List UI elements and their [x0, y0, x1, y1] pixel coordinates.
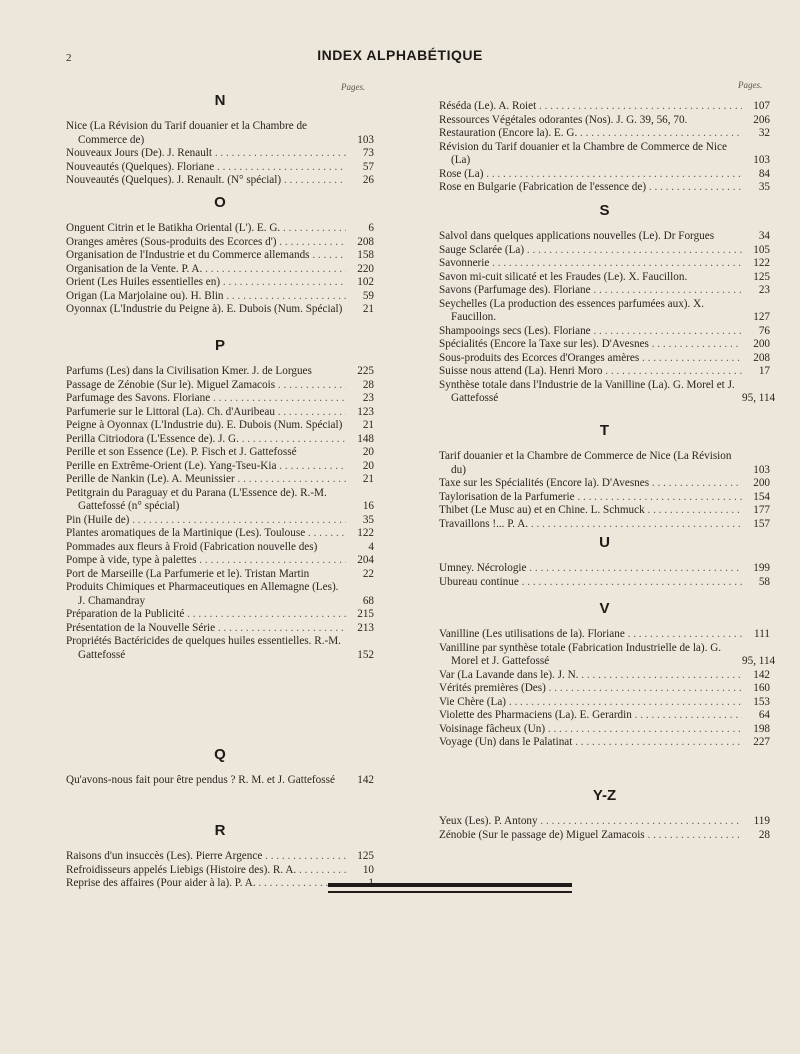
index-entry — [66, 222, 374, 236]
entry-title: Parfumerie sur le Littoral (La). Ch. d'Auribeau . . . — [66, 406, 346, 420]
section-y-z — [439, 787, 770, 842]
index-entry — [66, 290, 374, 304]
index-entry — [439, 325, 770, 339]
index-entry — [439, 271, 770, 285]
entry-page: 58 — [758, 575, 770, 588]
entry-page: 64 — [758, 709, 770, 721]
index-entry — [439, 562, 770, 576]
entry-title: Umney. Nécrologie . . . — [439, 562, 742, 576]
entry-title: Onguent Citrin et le Batikha Oriental (L'). E. G. . . . — [66, 222, 346, 236]
entry-title: Propriétés Bactéricides de quelques huiles essentielles. R.-M. Gattefossé — [66, 635, 341, 661]
entry-title: Origan (La Marjolaine ou). H. Blin . . . — [66, 290, 346, 304]
section-n — [66, 92, 374, 188]
entry-title: Révision du Tarif douanier et la Chambre de Commerce de Nice (La) — [439, 140, 727, 166]
entry-page: 20 — [362, 446, 374, 458]
section-p — [66, 337, 374, 662]
entry-title: Nouveautés (Quelques). Floriane . . . — [66, 161, 346, 175]
pages-label-left: Pages. — [341, 82, 366, 92]
index-entry — [66, 379, 374, 393]
entry-page: 84 — [758, 167, 770, 180]
section-t — [439, 422, 770, 531]
entry-page: 157 — [753, 517, 770, 530]
index-entry — [439, 641, 776, 669]
entry-page: 95, 114 — [742, 392, 776, 404]
index-entry — [439, 257, 770, 271]
entry-title: Restauration (Encore la). E. G. . . . — [439, 127, 742, 141]
entry-page: 220 — [357, 262, 374, 275]
index-entry — [439, 168, 770, 182]
index-entry — [439, 450, 770, 477]
index-entry — [66, 174, 374, 188]
entry-page: 22 — [362, 567, 374, 580]
section-o — [66, 194, 374, 317]
entry-title: Oyonnax (L'Industrie du Peigne à). E. Dubois (Num. Spécial) — [66, 303, 343, 315]
index-entry — [66, 487, 374, 514]
entry-page: 4 — [368, 540, 374, 553]
index-entry — [66, 541, 374, 555]
entry-title: Ubureau continue . . . — [439, 576, 742, 590]
entry-title: Vanilline par synthèse totale (Fabrication Industrielle de la). G. Morel et J. Gattefossé — [439, 641, 722, 667]
section-letter: Q — [214, 746, 226, 763]
entry-title: Savons (Parfumage des). Floriane . . . — [439, 284, 742, 298]
entry-page: 23 — [362, 392, 374, 404]
entry-title: Nice (La Révision du Tarif douanier et la Chambre de Commerce de) — [66, 120, 308, 146]
entry-page: 21 — [362, 303, 374, 315]
entry-title: Nouveaux Jours (De). J. Renault . . . — [66, 147, 346, 161]
entry-page: 73 — [362, 147, 374, 159]
index-entry — [439, 352, 770, 366]
entry-page: 206 — [753, 113, 770, 126]
index-entry — [66, 864, 374, 878]
entry-page: 111 — [754, 628, 770, 640]
index-entry — [66, 365, 374, 379]
section-letter: V — [599, 600, 610, 617]
index-entry — [439, 723, 770, 737]
entry-title: Savonnerie . . . — [439, 257, 742, 271]
index-entry — [66, 850, 374, 864]
entry-page: 208 — [357, 235, 374, 248]
entry-page: 32 — [758, 127, 770, 139]
index-entry — [439, 576, 770, 590]
index-entry — [439, 696, 770, 710]
entry-page: 10 — [362, 863, 374, 876]
page-number: 2 — [66, 52, 72, 64]
entry-title: Préparation de la Publicité . . . — [66, 608, 346, 622]
index-entry — [66, 581, 374, 608]
entry-page: 76 — [758, 324, 770, 337]
entry-title: Produits Chimiques et Pharmaceutiques en Allemagne (Les). J. Chamandray — [66, 581, 339, 607]
section-letter: U — [599, 534, 610, 551]
entry-title: Pompe à vide, type à palettes . . . — [66, 554, 346, 568]
entry-title: Yeux (Les). P. Antony . . . — [439, 815, 742, 829]
index-entry — [66, 433, 374, 447]
entry-title: Orient (Les Huiles essentielles en) . . . — [66, 276, 346, 290]
entry-page: 21 — [362, 419, 374, 431]
entry-page: 103 — [357, 133, 374, 146]
index-entry — [66, 249, 374, 263]
index-entry — [66, 622, 374, 636]
entry-title: Nouveautés (Quelques). J. Renault. (N° spécial) . . . — [66, 174, 346, 188]
index-entry — [66, 774, 374, 788]
entry-page: 16 — [362, 500, 374, 512]
index-entry — [439, 338, 770, 352]
entry-title: Zénobie (Sur le passage de) Miguel Zamacois . . . — [439, 829, 742, 843]
section-letter: Y-Z — [592, 787, 617, 804]
entry-page: 125 — [753, 270, 770, 283]
entry-title: Violette des Pharmaciens (La). E. Gerardin . . . — [439, 709, 742, 723]
entry-page: 107 — [753, 100, 770, 112]
index-entry — [439, 709, 770, 723]
entry-title: Pommades aux fleurs à Froid (Fabrication nouvelle des) — [66, 540, 318, 553]
end-rule — [328, 883, 572, 887]
entry-title: Seychelles (La production des essences parfumées aux). X. Faucillon. — [439, 297, 704, 323]
index-entry — [439, 378, 776, 406]
entry-title: Rose en Bulgarie (Fabrication de l'essence de) . . . — [439, 181, 742, 195]
section-v — [439, 600, 776, 750]
entry-title: Var (La Lavande dans le). J. N. . . . — [439, 669, 742, 683]
index-entry — [439, 230, 770, 244]
entry-title: Perille de Nankin (Le). A. Meunissier . . . — [66, 473, 346, 487]
entry-page: 122 — [357, 527, 374, 539]
index-entry — [439, 628, 770, 642]
entry-title: Passage de Zénobie (Sur le). Miguel Zamacois . . . — [66, 379, 346, 393]
entry-title: Savon mi-cuit silicaté et les Fraudes (Le). X. Faucillon. — [439, 270, 688, 283]
entry-title: Organisation de l'Industrie et du Commerce allemands . . . — [66, 249, 346, 263]
index-entry — [439, 284, 770, 298]
pages-label-right: Pages. — [738, 80, 763, 90]
index-entry — [66, 554, 374, 568]
entry-title: Refroidisseurs appelés Liebigs (Histoire des). R. A. . . . — [66, 864, 346, 878]
index-entry — [439, 477, 770, 491]
index-entry — [439, 298, 770, 325]
index-entry — [66, 263, 374, 277]
index-entry — [439, 181, 770, 195]
entry-page: 125 — [357, 850, 374, 862]
index-entry — [439, 141, 770, 168]
index-entry — [66, 161, 374, 175]
entry-title: Vanilline (Les utilisations de la). Floriane . . . — [439, 628, 742, 642]
entry-title: Perille et son Essence (Le). P. Fisch et J. Gattefossé — [66, 446, 297, 458]
entry-page: 34 — [758, 230, 770, 242]
entry-page: 95, 114 — [742, 655, 776, 667]
index-entry — [66, 514, 374, 528]
index-entry — [66, 406, 374, 420]
entry-title: Pin (Huile de) . . . — [66, 514, 346, 528]
end-rule-thin — [328, 891, 572, 893]
entry-title: Sauge Sclarée (La) . . . — [439, 244, 742, 258]
section-r — [66, 822, 374, 891]
section-letter: O — [214, 194, 226, 211]
index-entry — [66, 419, 374, 433]
entry-page: 227 — [753, 736, 770, 748]
entry-page: 57 — [362, 160, 374, 173]
section-s — [439, 202, 776, 406]
entry-title: Organisation de la Vente. P. A. . . . — [66, 263, 346, 277]
entry-title: Plantes aromatiques de la Martinique (Les). Toulouse . . . — [66, 527, 346, 541]
index-entry — [439, 815, 770, 829]
entry-title: Vérités premières (Des) . . . — [439, 682, 742, 696]
entry-page: 119 — [753, 815, 770, 827]
page-title: INDEX ALPHABÉTIQUE — [317, 47, 483, 63]
entry-title: Suisse nous attend (La). Henri Moro . . . — [439, 365, 742, 379]
entry-page: 20 — [362, 459, 374, 472]
entry-page: 199 — [753, 562, 770, 574]
index-entry — [66, 568, 374, 582]
index-entry — [66, 303, 374, 317]
index-entry — [439, 682, 770, 696]
index-entry — [439, 829, 770, 843]
entry-page: 103 — [753, 154, 770, 166]
entry-page: 204 — [357, 554, 374, 566]
entry-title: Perilla Citriodora (L'Essence de). J. G. . . . — [66, 433, 346, 447]
entry-title: Oranges amères (Sous-produits des Ecorces d') . . . — [66, 236, 346, 250]
entry-page: 102 — [357, 276, 374, 288]
entry-title: Thibet (Le Musc au) et en Chine. L. Schmuck . . . — [439, 504, 742, 518]
section-letter: S — [599, 202, 610, 219]
entry-page: 35 — [362, 513, 374, 526]
entry-page: 200 — [753, 338, 770, 350]
index-entry — [439, 114, 770, 128]
entry-title: Vie Chère (La) . . . — [439, 696, 742, 710]
entry-page: 142 — [753, 668, 770, 681]
entry-title: Voisinage fâcheux (Un) . . . — [439, 723, 742, 737]
entry-page: 152 — [357, 648, 374, 661]
index-entry — [66, 147, 374, 161]
entry-title: Travaillons !... P. A. . . . — [439, 518, 742, 532]
section-letter: T — [599, 422, 610, 439]
entry-page: 225 — [357, 365, 374, 377]
index-entry — [439, 504, 770, 518]
entry-title: Sous-produits des Ecorces d'Oranges amères . . . — [439, 352, 742, 366]
index-entry — [66, 460, 374, 474]
index-entry — [439, 518, 770, 532]
section-continued — [439, 100, 770, 195]
entry-page: 122 — [753, 257, 770, 269]
entry-page: 35 — [758, 181, 770, 193]
entry-title: Spécialités (Encore la Taxe sur les). D'Avesnes . . . — [439, 338, 742, 352]
index-entry — [439, 365, 770, 379]
entry-title: Taylorisation de la Parfumerie . . . — [439, 491, 742, 505]
entry-title: Voyage (Un) dans le Palatinat . . . — [439, 736, 742, 750]
index-entry — [66, 236, 374, 250]
entry-page: 23 — [758, 284, 770, 296]
entry-page: 153 — [753, 695, 770, 708]
entry-page: 158 — [357, 249, 374, 261]
entry-page: 68 — [362, 594, 374, 607]
entry-title: Peigne à Oyonnax (L'Industrie du). E. Dubois (Num. Spécial) — [66, 419, 343, 431]
entry-page: 198 — [753, 722, 770, 735]
entry-page: 160 — [753, 682, 770, 694]
entry-page: 208 — [753, 351, 770, 364]
index-entry — [66, 635, 374, 662]
entry-title: Synthèse totale dans l'Industrie de la Vanilline (La). G. Morel et J. Gattefossé — [439, 378, 735, 404]
index-entry — [439, 669, 770, 683]
entry-page: 21 — [362, 473, 374, 485]
index-entry — [439, 244, 770, 258]
entry-page: 148 — [357, 432, 374, 445]
entry-title: Parfums (Les) dans la Civilisation Kmer. J. de Lorgues — [66, 365, 312, 377]
entry-page: 17 — [758, 365, 770, 377]
section-q — [66, 746, 374, 788]
entry-page: 28 — [758, 828, 770, 841]
entry-page: 127 — [753, 311, 770, 323]
entry-title: Rose (La) . . . — [439, 168, 742, 182]
entry-title: Ressources Végétales odorantes (Nos). J. G. 39, 56, 70. — [439, 113, 688, 126]
entry-title: Parfumage des Savons. Floriane . . . — [66, 392, 346, 406]
entry-page: 103 — [753, 463, 770, 476]
entry-page: 59 — [362, 289, 374, 302]
entry-page: 154 — [753, 490, 770, 503]
section-letter: N — [214, 92, 226, 109]
entry-page: 200 — [753, 477, 770, 489]
index-entry — [66, 527, 374, 541]
entry-title: Port de Marseille (La Parfumerie et le). Tristan Martin — [66, 567, 310, 580]
entry-page: 28 — [362, 378, 374, 391]
index-entry — [439, 736, 770, 750]
entry-page: 6 — [368, 222, 374, 234]
index-entry — [439, 127, 770, 141]
entry-page: 123 — [357, 405, 374, 418]
entry-title: Shampooings secs (Les). Floriane . . . — [439, 325, 742, 339]
entry-title: Petitgrain du Paraguay et du Parana (L'Essence de). R.-M. Gattefossé (n° spécial) — [66, 486, 327, 512]
entry-title: Qu'avons-nous fait pour être pendus ? R. M. et J. Gattefossé — [66, 774, 335, 786]
entry-title: Reprise des affaires (Pour aider à la). P. A. . . . — [66, 877, 346, 891]
entry-title: Réséda (Le). A. Roiet . . . — [439, 100, 742, 114]
entry-page: 142 — [357, 774, 374, 786]
entry-title: Raisons d'un insuccès (Les). Pierre Argence . . . — [66, 850, 346, 864]
entry-page: 215 — [357, 608, 374, 620]
entry-page: 213 — [357, 621, 374, 634]
index-entry — [66, 608, 374, 622]
entry-page: 177 — [753, 504, 770, 516]
entry-title: Salvol dans quelques applications nouvelles (Le). Dr Forgues — [439, 230, 715, 242]
entry-title: Taxe sur les Spécialités (Encore la). D'Avesnes . . . — [439, 477, 742, 491]
section-letter: R — [214, 822, 226, 839]
index-entry — [66, 120, 374, 147]
index-entry — [66, 276, 374, 290]
index-entry — [66, 473, 374, 487]
index-entry — [66, 392, 374, 406]
index-entry — [439, 491, 770, 505]
entry-title: Perille en Extrême-Orient (Le). Yang-Tseu-Kia . . . — [66, 460, 346, 474]
index-entry — [439, 100, 770, 114]
section-letter: P — [214, 337, 225, 354]
entry-page: 26 — [362, 174, 374, 186]
entry-title: Tarif douanier et la Chambre de Commerce de Nice (La Révision du) — [439, 450, 732, 476]
entry-title: Présentation de la Nouvelle Série . . . — [66, 622, 346, 636]
section-u — [439, 534, 770, 589]
entry-page: 105 — [753, 243, 770, 256]
index-entry — [66, 446, 374, 460]
